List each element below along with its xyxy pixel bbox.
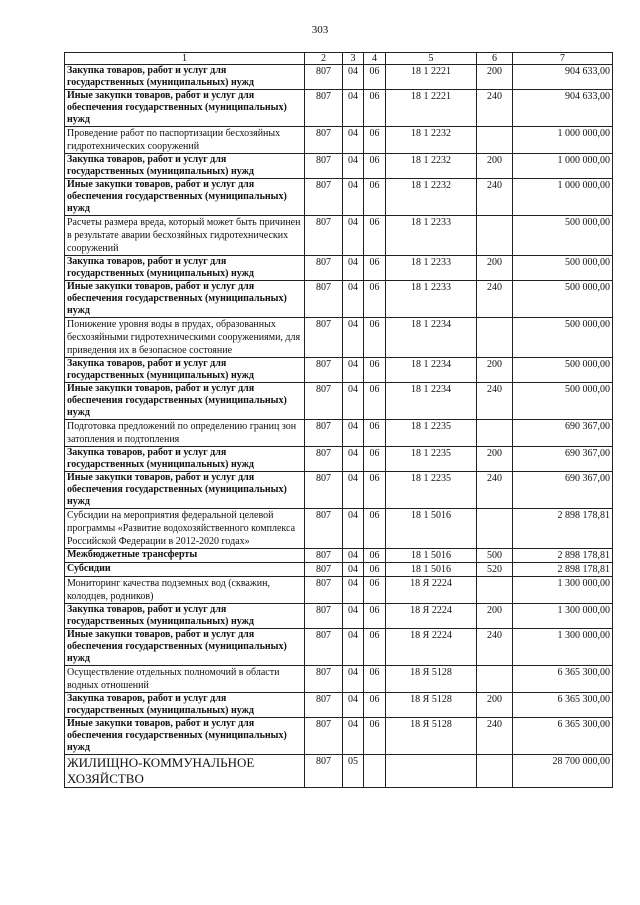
row-name-cell: Мониторинг качества подземных вод (скважин, колодцев, родников) — [65, 577, 305, 604]
row-code-target: 18 1 2235 — [386, 420, 477, 447]
row-amount-cell: 904 633,00 — [513, 65, 613, 90]
row-name-cell: Понижение уровня воды в прудах, образованных бесхозяйными гидротехническими сооружениями, для приведения их в безопасное состояние — [65, 318, 305, 358]
row-amount-cell: 904 633,00 — [513, 90, 613, 127]
row-code-section: 04 — [343, 90, 364, 127]
row-code-subsection: 06 — [364, 577, 386, 604]
row-code-expense-type — [477, 755, 513, 788]
row-code-target: 18 1 5016 — [386, 549, 477, 563]
row-code-gr: 807 — [305, 318, 343, 358]
row-code-gr: 807 — [305, 127, 343, 154]
row-code-expense-type — [477, 666, 513, 693]
row-code-gr: 807 — [305, 666, 343, 693]
row-code-expense-type — [477, 509, 513, 549]
row-amount-cell: 1 300 000,00 — [513, 604, 613, 629]
row-code-expense-type: 240 — [477, 718, 513, 755]
row-code-expense-type — [477, 127, 513, 154]
row-amount-cell: 2 898 178,81 — [513, 549, 613, 563]
row-code-gr: 807 — [305, 90, 343, 127]
row-amount-cell: 500 000,00 — [513, 216, 613, 256]
table-header-row — [65, 53, 613, 65]
row-code-gr: 807 — [305, 604, 343, 629]
row-code-expense-type — [477, 216, 513, 256]
row-code-subsection: 06 — [364, 256, 386, 281]
row-code-section: 04 — [343, 65, 364, 90]
table-row — [65, 629, 613, 666]
row-name-cell: Осуществление отдельных полномочий в области водных отношений — [65, 666, 305, 693]
row-amount-cell: 500 000,00 — [513, 256, 613, 281]
row-name-cell: Расчеты размера вреда, который может быть причинен в результате аварии бесхозяйных гидротехнических сооружений — [65, 216, 305, 256]
row-amount-cell: 2 898 178,81 — [513, 563, 613, 577]
table-row — [65, 420, 613, 447]
row-amount-cell: 500 000,00 — [513, 383, 613, 420]
row-code-gr: 807 — [305, 755, 343, 788]
row-code-target: 18 1 2234 — [386, 383, 477, 420]
row-name-cell: Иные закупки товаров, работ и услуг для обеспечения государственных (муниципальных) нужд — [65, 629, 305, 666]
row-name-cell: Проведение работ по паспортизации бесхозяйных гидротехнических сооружений — [65, 127, 305, 154]
row-code-section: 04 — [343, 666, 364, 693]
row-code-expense-type: 200 — [477, 693, 513, 718]
table-row — [65, 472, 613, 509]
row-name-cell: Иные закупки товаров, работ и услуг для обеспечения государственных (муниципальных) нужд — [65, 90, 305, 127]
row-code-gr: 807 — [305, 358, 343, 383]
row-code-target: 18 1 2234 — [386, 358, 477, 383]
row-code-gr: 807 — [305, 256, 343, 281]
row-code-expense-type: 240 — [477, 179, 513, 216]
row-code-subsection: 06 — [364, 629, 386, 666]
row-name-cell: Иные закупки товаров, работ и услуг для обеспечения государственных (муниципальных) нужд — [65, 383, 305, 420]
row-name-cell: Субсидии — [65, 563, 305, 577]
row-name-cell: Иные закупки товаров, работ и услуг для обеспечения государственных (муниципальных) нужд — [65, 179, 305, 216]
row-code-expense-type — [477, 577, 513, 604]
row-code-gr: 807 — [305, 693, 343, 718]
row-code-section: 04 — [343, 154, 364, 179]
row-name-cell: Межбюджетные трансферты — [65, 549, 305, 563]
row-code-target: 18 1 2232 — [386, 179, 477, 216]
row-code-gr: 807 — [305, 509, 343, 549]
row-code-subsection: 06 — [364, 447, 386, 472]
row-amount-cell: 690 367,00 — [513, 420, 613, 447]
row-code-section: 04 — [343, 563, 364, 577]
page-number: 303 — [311, 24, 329, 36]
header-cell-1: 1 — [65, 53, 305, 65]
row-code-subsection: 06 — [364, 281, 386, 318]
row-code-target — [386, 755, 477, 788]
row-amount-cell: 1 300 000,00 — [513, 629, 613, 666]
table-row — [65, 216, 613, 256]
header-cell-2: 2 — [305, 53, 343, 65]
table-row — [65, 90, 613, 127]
row-code-subsection: 06 — [364, 65, 386, 90]
row-code-expense-type: 200 — [477, 358, 513, 383]
table-row — [65, 256, 613, 281]
row-code-subsection: 06 — [364, 563, 386, 577]
row-code-subsection: 06 — [364, 358, 386, 383]
row-code-section: 04 — [343, 358, 364, 383]
row-code-expense-type: 200 — [477, 447, 513, 472]
row-amount-cell: 1 300 000,00 — [513, 577, 613, 604]
row-code-expense-type: 240 — [477, 472, 513, 509]
row-amount-cell: 1 000 000,00 — [513, 127, 613, 154]
row-name-cell: Иные закупки товаров, работ и услуг для обеспечения государственных (муниципальных) нужд — [65, 718, 305, 755]
row-code-target: 18 1 2221 — [386, 65, 477, 90]
row-name-cell: Закупка товаров, работ и услуг для государственных (муниципальных) нужд — [65, 604, 305, 629]
row-code-target: 18 Я 2224 — [386, 577, 477, 604]
row-code-subsection: 06 — [364, 509, 386, 549]
header-cell-6: 6 — [477, 53, 513, 65]
row-code-expense-type: 200 — [477, 256, 513, 281]
row-name-cell: Иные закупки товаров, работ и услуг для обеспечения государственных (муниципальных) нужд — [65, 472, 305, 509]
row-code-gr: 807 — [305, 420, 343, 447]
table-row — [65, 693, 613, 718]
row-code-target: 18 1 2232 — [386, 154, 477, 179]
row-name-cell: Закупка товаров, работ и услуг для государственных (муниципальных) нужд — [65, 65, 305, 90]
row-code-expense-type: 240 — [477, 629, 513, 666]
row-amount-cell: 690 367,00 — [513, 447, 613, 472]
row-code-gr: 807 — [305, 472, 343, 509]
header-cell-5: 5 — [386, 53, 477, 65]
row-name-cell: Субсидии на мероприятия федеральной целевой программы «Развитие водохозяйственного комплекса Российской Федерации в 2012-2020 годах» — [65, 509, 305, 549]
table-row — [65, 179, 613, 216]
row-code-section: 04 — [343, 127, 364, 154]
row-code-expense-type: 240 — [477, 90, 513, 127]
table-row — [65, 65, 613, 90]
row-code-target: 18 Я 2224 — [386, 629, 477, 666]
row-code-target: 18 1 5016 — [386, 509, 477, 549]
row-code-target: 18 1 2232 — [386, 127, 477, 154]
row-code-subsection: 06 — [364, 383, 386, 420]
header-cell-3: 3 — [343, 53, 364, 65]
row-amount-cell: 500 000,00 — [513, 358, 613, 383]
row-code-section: 04 — [343, 318, 364, 358]
row-code-expense-type — [477, 420, 513, 447]
row-code-section: 04 — [343, 509, 364, 549]
table-row — [65, 666, 613, 693]
row-name-cell: Иные закупки товаров, работ и услуг для обеспечения государственных (муниципальных) нужд — [65, 281, 305, 318]
row-amount-cell: 690 367,00 — [513, 472, 613, 509]
row-code-section: 04 — [343, 604, 364, 629]
row-code-gr: 807 — [305, 216, 343, 256]
table-row — [65, 718, 613, 755]
row-code-gr: 807 — [305, 154, 343, 179]
row-amount-cell: 500 000,00 — [513, 318, 613, 358]
row-amount-cell: 28 700 000,00 — [513, 755, 613, 788]
row-amount-cell: 6 365 300,00 — [513, 666, 613, 693]
table-row — [65, 127, 613, 154]
table-row — [65, 281, 613, 318]
table-row — [65, 755, 613, 788]
row-code-section: 04 — [343, 472, 364, 509]
row-code-subsection: 06 — [364, 127, 386, 154]
row-name-cell: Закупка товаров, работ и услуг для государственных (муниципальных) нужд — [65, 256, 305, 281]
row-code-target: 18 1 2235 — [386, 472, 477, 509]
row-name-cell: Закупка товаров, работ и услуг для государственных (муниципальных) нужд — [65, 154, 305, 179]
row-amount-cell: 6 365 300,00 — [513, 693, 613, 718]
row-code-target: 18 1 2233 — [386, 216, 477, 256]
row-code-expense-type — [477, 318, 513, 358]
row-code-gr: 807 — [305, 65, 343, 90]
table-row — [65, 577, 613, 604]
row-code-expense-type: 200 — [477, 154, 513, 179]
table-row — [65, 549, 613, 563]
table-row — [65, 318, 613, 358]
row-code-subsection: 06 — [364, 90, 386, 127]
row-code-section: 04 — [343, 549, 364, 563]
row-code-target: 18 1 2235 — [386, 447, 477, 472]
table-row — [65, 509, 613, 549]
row-code-subsection: 06 — [364, 318, 386, 358]
row-code-gr: 807 — [305, 577, 343, 604]
row-code-gr: 807 — [305, 549, 343, 563]
row-code-target: 18 1 2221 — [386, 90, 477, 127]
row-amount-cell: 1 000 000,00 — [513, 179, 613, 216]
row-code-target: 18 Я 5128 — [386, 693, 477, 718]
table-row — [65, 447, 613, 472]
row-code-section: 04 — [343, 281, 364, 318]
row-code-expense-type: 500 — [477, 549, 513, 563]
row-code-section: 04 — [343, 718, 364, 755]
row-code-gr: 807 — [305, 281, 343, 318]
row-code-expense-type: 200 — [477, 65, 513, 90]
row-code-subsection: 06 — [364, 604, 386, 629]
row-code-section: 04 — [343, 256, 364, 281]
row-code-target: 18 Я 5128 — [386, 666, 477, 693]
row-name-cell: Закупка товаров, работ и услуг для государственных (муниципальных) нужд — [65, 693, 305, 718]
row-code-gr: 807 — [305, 629, 343, 666]
row-code-target: 18 Я 5128 — [386, 718, 477, 755]
row-code-gr: 807 — [305, 563, 343, 577]
table-row — [65, 154, 613, 179]
row-code-section: 04 — [343, 577, 364, 604]
row-code-expense-type: 240 — [477, 281, 513, 318]
row-amount-cell: 6 365 300,00 — [513, 718, 613, 755]
header-cell-4: 4 — [364, 53, 386, 65]
row-code-expense-type: 200 — [477, 604, 513, 629]
row-code-subsection: 06 — [364, 718, 386, 755]
row-code-target: 18 1 5016 — [386, 563, 477, 577]
row-code-target: 18 1 2233 — [386, 281, 477, 318]
row-code-gr: 807 — [305, 718, 343, 755]
row-code-target: 18 1 2234 — [386, 318, 477, 358]
row-code-section: 04 — [343, 179, 364, 216]
row-code-section: 05 — [343, 755, 364, 788]
header-cell-7: 7 — [513, 53, 613, 65]
row-code-gr: 807 — [305, 179, 343, 216]
row-name-cell: Подготовка предложений по определению границ зон затопления и подтопления — [65, 420, 305, 447]
row-name-cell: Закупка товаров, работ и услуг для государственных (муниципальных) нужд — [65, 447, 305, 472]
row-code-section: 04 — [343, 447, 364, 472]
table-row — [65, 358, 613, 383]
row-code-target: 18 Я 2224 — [386, 604, 477, 629]
row-amount-cell: 1 000 000,00 — [513, 154, 613, 179]
row-name-cell: Закупка товаров, работ и услуг для государственных (муниципальных) нужд — [65, 358, 305, 383]
table-row — [65, 563, 613, 577]
row-name-cell: ЖИЛИЩНО-КОММУНАЛЬНОЕ ХОЗЯЙСТВО — [65, 755, 305, 788]
row-code-expense-type: 240 — [477, 383, 513, 420]
table-row — [65, 383, 613, 420]
row-code-section: 04 — [343, 216, 364, 256]
row-amount-cell: 2 898 178,81 — [513, 509, 613, 549]
row-code-gr: 807 — [305, 447, 343, 472]
row-code-target: 18 1 2233 — [386, 256, 477, 281]
table-row — [65, 604, 613, 629]
row-code-subsection: 06 — [364, 472, 386, 509]
row-code-subsection: 06 — [364, 216, 386, 256]
row-code-subsection: 06 — [364, 154, 386, 179]
row-code-section: 04 — [343, 629, 364, 666]
row-code-subsection: 06 — [364, 179, 386, 216]
row-code-subsection: 06 — [364, 693, 386, 718]
row-amount-cell: 500 000,00 — [513, 281, 613, 318]
row-code-subsection: 06 — [364, 549, 386, 563]
row-code-subsection — [364, 755, 386, 788]
row-code-gr: 807 — [305, 383, 343, 420]
row-code-section: 04 — [343, 693, 364, 718]
budget-table — [64, 52, 613, 788]
row-code-expense-type: 520 — [477, 563, 513, 577]
row-code-subsection: 06 — [364, 420, 386, 447]
row-code-subsection: 06 — [364, 666, 386, 693]
row-code-section: 04 — [343, 383, 364, 420]
row-code-section: 04 — [343, 420, 364, 447]
